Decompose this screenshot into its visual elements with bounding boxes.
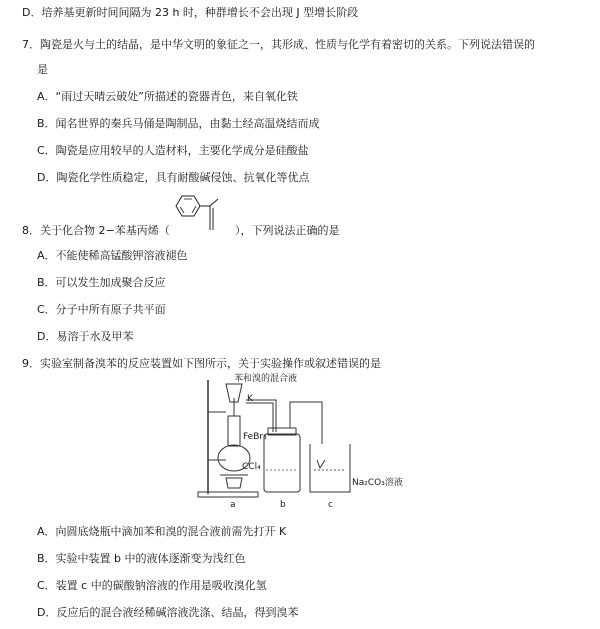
- question-7-stem-cont: 是: [37, 63, 48, 76]
- question-7-option-b: B．闻名世界的秦兵马俑是陶制品，由黏土经高温烧结而成: [37, 117, 320, 130]
- question-8-option-c: C．分子中所有原子共平面: [37, 303, 166, 316]
- question-9-option-a: A．向圆底烧瓶中滴加苯和溴的混合液前需先打开 K: [37, 525, 287, 538]
- diagram-label-mix: 苯和溴的混合液: [234, 374, 298, 384]
- diagram-label-na2co3: Na₂CO₃溶液: [352, 478, 403, 488]
- diagram-label-c: c: [328, 500, 333, 510]
- question-7-option-c: C．陶瓷是应用较早的人造材料，主要化学成分是硅酸盐: [37, 144, 309, 157]
- question-9-stem: 9．实验室制备溴苯的反应装置如下图所示，关于实验操作或叙述错误的是: [22, 357, 381, 370]
- bromobenzene-apparatus-diagram: [190, 372, 440, 512]
- question-7-option-a: A．“雨过天晴云破处”所描述的瓷器青色，来自氧化铁: [37, 90, 298, 103]
- question-9-option-c: C．装置 c 中的碳酸钠溶液的作用是吸收溴化氢: [37, 579, 267, 592]
- question-8-option-d: D．易溶于水及甲苯: [37, 330, 134, 343]
- diagram-label-k: K: [247, 394, 253, 404]
- diagram-label-a: a: [230, 500, 236, 510]
- question-8-stem-post: ），下列说法正确的是: [235, 224, 340, 237]
- question-9-option-d: D．反应后的混合液经稀碱溶液洗涤、结晶，得到溴苯: [37, 606, 299, 619]
- question-8-stem-pre: 8．关于化合物 2−苯基丙烯（: [22, 224, 170, 237]
- diagram-label-b: b: [280, 500, 286, 510]
- diagram-label-febr3: FeBr₃: [243, 432, 267, 442]
- line-d-previous: D．培养基更新时间间隔为 23 h 时，种群增长不会出现 J 型增长阶段: [22, 6, 359, 19]
- question-9-option-b: B．实验中装置 b 中的液体逐渐变为浅红色: [37, 552, 246, 565]
- question-7-stem: 7．陶瓷是火与土的结晶，是中华文明的象征之一，其形成、性质与化学有着密切的关系。下列说法错误的: [22, 38, 535, 51]
- question-8-option-b: B．可以发生加成聚合反应: [37, 276, 166, 289]
- phenylpropene-structure: [168, 190, 230, 238]
- question-7-option-d: D．陶瓷化学性质稳定，具有耐酸碱侵蚀、抗氧化等优点: [37, 171, 310, 184]
- question-8-option-a: A．不能使稀高锰酸钾溶液褪色: [37, 249, 188, 262]
- diagram-label-ccl4: CCl₄: [242, 462, 261, 472]
